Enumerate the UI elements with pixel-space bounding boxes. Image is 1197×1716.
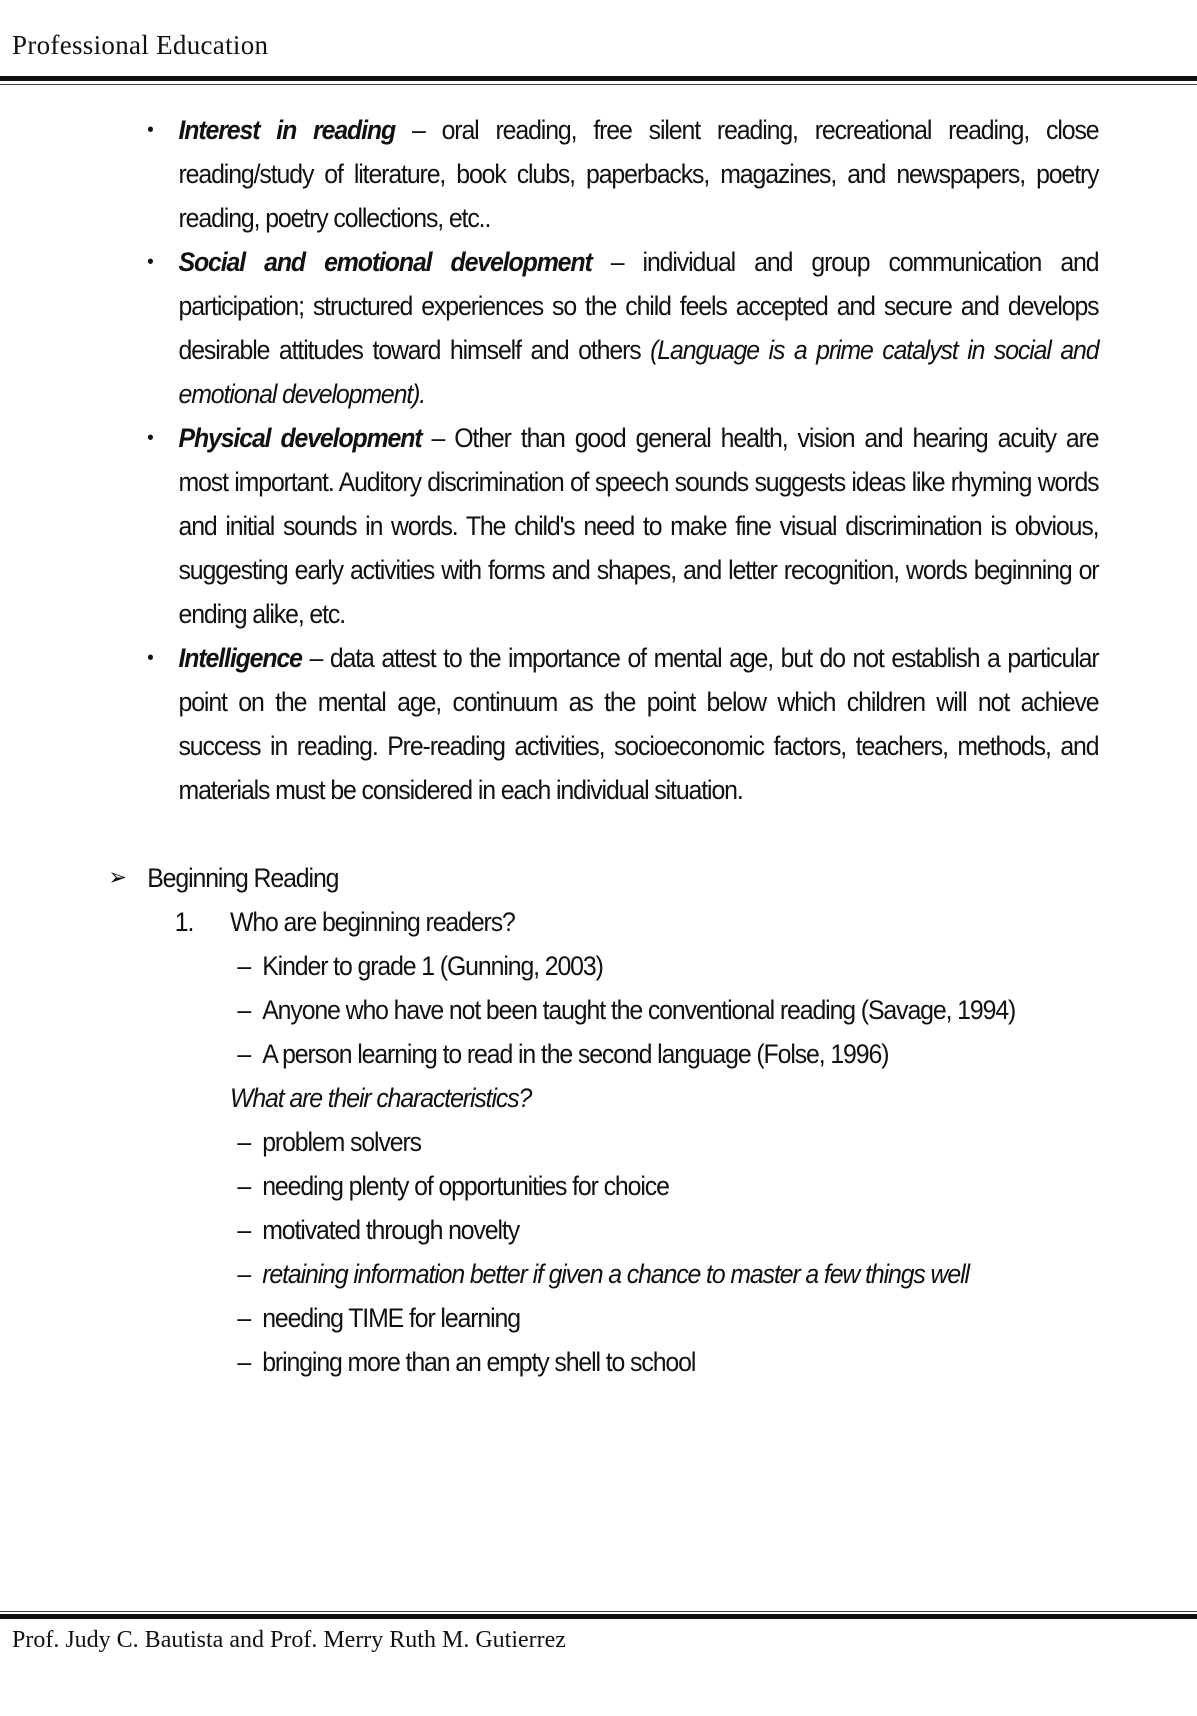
dash-icon: – (237, 1215, 251, 1245)
bullet-icon: • (147, 427, 153, 449)
characteristic-text: retaining information better if given a chance to master a few things well (262, 1259, 969, 1289)
bullet-term: Physical development (178, 423, 422, 453)
section-heading (0, 856, 1101, 900)
topic-bullet-list (0, 108, 1101, 812)
bullet-interest-in-reading (0, 108, 1098, 240)
reader-definition (0, 988, 1090, 1032)
bullet-term: Intelligence (178, 643, 302, 673)
bullet-separator: – (421, 423, 455, 453)
bullet-text: data attest to the importance of mental age, but do not establish a particular point on the mental age, continuum as the point below which children will not achieve success in reading. Pre-reading activities, socioeconomic factors, teachers, methods, and materials must be considered in each individual situation. (178, 643, 1099, 805)
bullet-icon: • (147, 647, 153, 669)
section-heading-text: Beginning Reading (147, 863, 339, 893)
bullet-icon: • (147, 119, 153, 141)
section-beginning-reading (0, 856, 1101, 1384)
reader-definition-text: Anyone who have not been taught the conventional reading (Savage, 1994) (262, 995, 1016, 1025)
bullet-icon: • (147, 251, 153, 273)
bullet-separator: – (395, 115, 442, 145)
dash-icon: – (237, 995, 251, 1025)
reader-definition-text: Kinder to grade 1 (Gunning, 2003) (262, 951, 603, 981)
bullet-text: oral reading, free silent reading, recreational reading, close reading/study of literature, book clubs, paperbacks, magazines, and newspapers, poetry reading, poetry collections, etc.. (178, 115, 1099, 233)
bullet-term: Interest in reading (178, 115, 396, 145)
dash-icon: – (237, 1127, 251, 1157)
characteristic-text: motivated through novelty (262, 1215, 520, 1245)
bullet-separator: – (591, 247, 643, 277)
characteristic-item (0, 1340, 1090, 1384)
characteristic-text: needing TIME for learning (262, 1303, 520, 1333)
characteristic-item (0, 1252, 1090, 1296)
dash-icon: – (237, 1347, 251, 1377)
question-text: Who are beginning readers? (230, 907, 515, 937)
reader-definition-text: A person learning to read in the second language (Folse, 1996) (262, 1039, 889, 1069)
bullet-physical-development (0, 416, 1098, 636)
bullet-text: Other than good general health, vision and hearing acuity are most important. Auditory discrimination of speech sounds suggests ideas like rhyming words and initial sounds in words. The child's need to make fine visual discrimination is obvious, suggesting early activities with forms and shapes, and letter recognition, words beginning or ending alike, etc. (178, 423, 1099, 629)
header-rule-thin (0, 84, 1197, 85)
dash-icon: – (237, 951, 251, 981)
characteristic-item (0, 1296, 1090, 1340)
numbered-question (0, 900, 1101, 944)
sub-question: What are their characteristics? (230, 1083, 532, 1113)
bullet-social-emotional (0, 240, 1098, 416)
dash-icon: – (237, 1171, 251, 1201)
characteristic-text: problem solvers (262, 1127, 421, 1157)
bullet-term: Social and emotional development (178, 247, 592, 277)
footer-rule (0, 1614, 1197, 1619)
footer-authors: Prof. Judy C. Bautista and Prof. Merry Ruth M. Gutierrez (12, 1627, 566, 1653)
reader-definition (0, 1032, 1090, 1076)
dash-icon: – (237, 1259, 251, 1289)
bullet-separator: – (301, 643, 330, 673)
page-header-title: Professional Education (12, 30, 269, 60)
characteristic-item (0, 1164, 1090, 1208)
bullet-note: (Language is a prime catalyst in social and emotional development). (178, 335, 1099, 409)
arrow-bullet-icon: ➢ (108, 864, 126, 891)
characteristic-item (0, 1120, 1090, 1164)
bullet-intelligence (0, 636, 1098, 812)
characteristic-text: needing plenty of opportunities for choice (262, 1171, 669, 1201)
dash-icon: – (237, 1303, 251, 1333)
reader-definition (0, 944, 1090, 988)
page-body (0, 108, 1101, 1384)
characteristic-text: bringing more than an empty shell to school (262, 1347, 696, 1377)
bullet-text: individual and group communication and participation; structured experiences so the child feels accepted and secure and develops desirable attitudes toward himself and others (178, 247, 1099, 365)
footer-rule-thin (0, 1611, 1197, 1612)
question-number: 1. (174, 907, 194, 937)
header-rule (0, 76, 1197, 81)
dash-icon: – (237, 1039, 251, 1069)
characteristic-item (0, 1208, 1090, 1252)
